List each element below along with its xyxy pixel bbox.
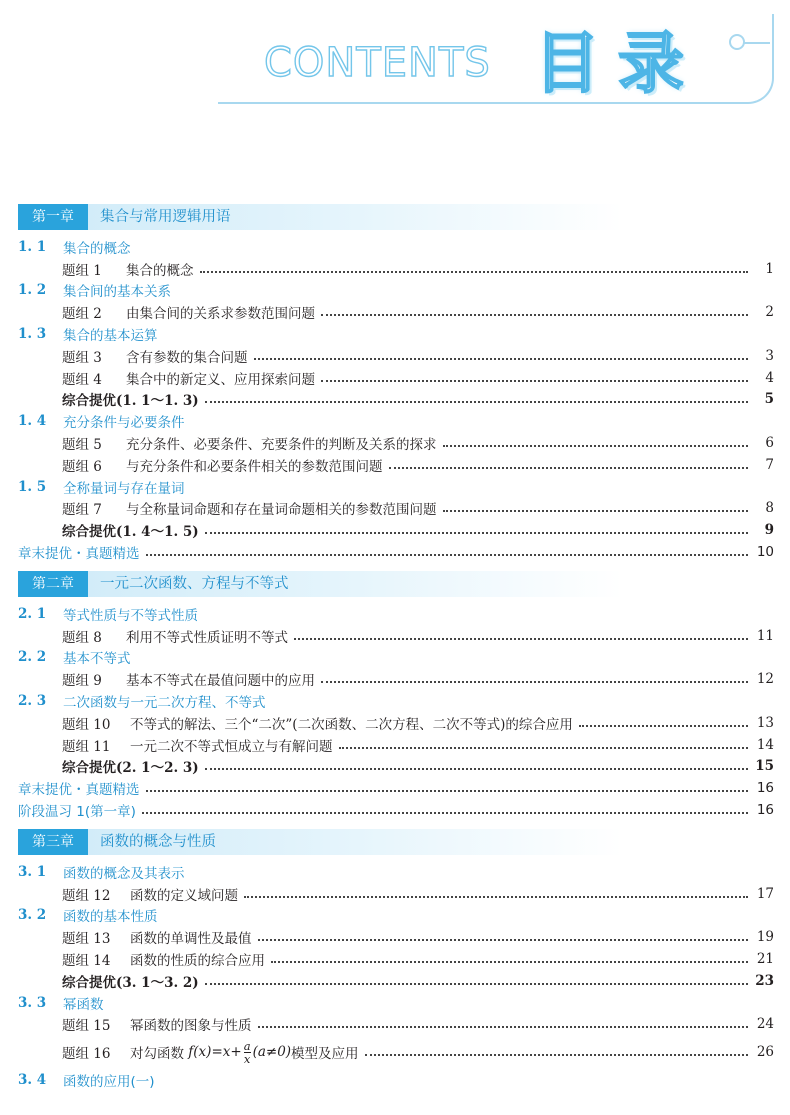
chapter-title: 一元二次函数、方程与不等式 xyxy=(100,575,289,592)
chapter-number: 第一章 xyxy=(18,204,88,230)
dot-leader xyxy=(146,790,749,792)
toc-entry[interactable]: 题组 6 与充分条件和必要条件相关的参数范围问题 7 xyxy=(62,456,774,475)
dot-leader xyxy=(294,638,748,640)
dot-leader xyxy=(146,554,749,556)
page-number: 2 xyxy=(765,304,774,321)
section-heading[interactable]: 3. 4 函数的应用(一) xyxy=(18,1072,155,1091)
toc-entry[interactable]: 题组 1 集合的概念 1 xyxy=(62,260,774,279)
dot-leader xyxy=(443,510,749,512)
section-heading[interactable]: 2. 3 二次函数与一元二次方程、不等式 xyxy=(18,693,266,712)
chapter-title: 集合与常用逻辑用语 xyxy=(100,209,231,225)
chapter-title: 函数的概念与性质 xyxy=(100,833,216,850)
toc-entry[interactable]: 题组 7 与全称量词命题和存在量词命题相关的参数范围问题 8 xyxy=(62,500,774,519)
toc-entry[interactable]: 题组 16 对勾函数 f(x) =x+ $\frac{a}{x}$ (a≠0) 模型及应用 26 xyxy=(62,1038,774,1066)
toc-entry[interactable]: 题组 4 集合中的新定义、应用探索问题 4 xyxy=(62,369,774,388)
comprehensive-entry[interactable]: 综合提优(1. 1～1. 3) 5 xyxy=(62,391,774,410)
dot-leader xyxy=(205,768,748,770)
table-of-contents xyxy=(18,204,774,1091)
section-heading[interactable]: 3. 3 幂函数 xyxy=(18,994,104,1013)
dot-leader xyxy=(321,681,748,683)
section-heading[interactable]: 2. 2 基本不等式 xyxy=(18,649,131,668)
page-number: 7 xyxy=(765,456,774,473)
page-number: 4 xyxy=(765,369,774,386)
toc-entry[interactable]: 题组 9 基本不等式在最值问题中的应用 12 xyxy=(62,671,774,690)
page-number: 9 xyxy=(764,522,774,539)
toc-entry[interactable]: 题组 2 由集合间的关系求参数范围问题 2 xyxy=(62,304,774,323)
dot-leader xyxy=(254,358,749,360)
chapter-2-banner[interactable] xyxy=(18,571,774,597)
page-number: 21 xyxy=(756,951,774,967)
page-number: 10 xyxy=(756,544,774,561)
comprehensive-entry[interactable]: 综合提优(2. 1～2. 3) 15 xyxy=(62,758,774,777)
section-heading[interactable]: 3. 1 函数的概念及其表示 xyxy=(18,863,185,882)
section-heading[interactable]: 1. 5 全称量词与存在量词 xyxy=(18,478,185,497)
dot-leader xyxy=(205,983,748,985)
page-number: 12 xyxy=(756,671,774,688)
chapter-3-banner[interactable] xyxy=(18,829,774,855)
header-circle-icon xyxy=(729,34,745,50)
dot-leader xyxy=(443,445,749,447)
section-heading[interactable]: 1. 1 集合的概念 xyxy=(18,238,131,257)
chapter-1-banner[interactable] xyxy=(18,204,774,230)
dot-leader xyxy=(321,314,748,316)
toc-entry[interactable]: 题组 14 函数的性质的综合应用 21 xyxy=(62,951,774,969)
page-number: 3 xyxy=(765,347,774,364)
page-number: 11 xyxy=(756,627,774,644)
chapter-number: 第三章 xyxy=(18,829,88,855)
dot-leader xyxy=(205,401,748,403)
toc-entry[interactable]: 题组 10 不等式的解法、三个“二次”(二次函数、二次方程、二次不等式)的综合应用 13 xyxy=(62,714,774,733)
page-number: 5 xyxy=(764,391,774,408)
toc-entry[interactable]: 题组 3 含有参数的集合问题 3 xyxy=(62,347,774,366)
toc-entry[interactable]: 题组 13 函数的单调性及最值 19 xyxy=(62,929,774,948)
page-number: 17 xyxy=(756,885,774,902)
page-number: 16 xyxy=(756,802,774,819)
page-number: 14 xyxy=(756,736,774,753)
formula-fraction: $\frac{a}{x}$ xyxy=(243,1038,251,1066)
page-number: 8 xyxy=(765,500,774,517)
section-heading[interactable]: 1. 3 集合的基本运算 xyxy=(18,326,158,345)
mulu-heading: 目录 xyxy=(534,25,702,102)
chapter-number: 第二章 xyxy=(18,571,88,597)
dot-leader xyxy=(365,1054,748,1056)
page-number: 15 xyxy=(755,758,774,775)
formula-eq: =x+ xyxy=(211,1044,242,1061)
section-heading[interactable]: 2. 1 等式性质与不等式性质 xyxy=(18,605,198,624)
dot-leader xyxy=(200,271,749,273)
dot-leader xyxy=(579,725,748,727)
dot-leader xyxy=(142,812,748,814)
toc-entry[interactable]: 题组 8 利用不等式性质证明不等式 11 xyxy=(62,627,774,646)
contents-heading: CONTENTS xyxy=(264,40,491,86)
stage-review-entry[interactable]: 阶段温习 1(第一章) 16 xyxy=(18,802,774,821)
dot-leader xyxy=(339,747,749,749)
formula-condition: (a≠0) xyxy=(252,1044,292,1061)
chapter-end-entry[interactable]: 章末提优・真题精选 10 xyxy=(18,544,774,563)
comprehensive-entry[interactable]: 综合提优(1. 4～1. 5) 9 xyxy=(62,522,774,541)
dot-leader xyxy=(258,1026,749,1028)
dot-leader xyxy=(389,467,749,469)
section-heading[interactable]: 1. 2 集合间的基本关系 xyxy=(18,282,171,301)
dot-leader xyxy=(244,896,748,898)
dot-leader xyxy=(205,532,748,534)
page-number: 24 xyxy=(756,1016,774,1033)
dot-leader xyxy=(321,380,748,382)
page-number: 6 xyxy=(765,435,774,452)
page-number: 13 xyxy=(756,714,774,731)
chapter-end-entry[interactable]: 章末提优・真题精选 16 xyxy=(18,780,774,799)
section-heading[interactable]: 1. 4 充分条件与必要条件 xyxy=(18,413,185,432)
page-number: 1 xyxy=(765,260,774,277)
dot-leader xyxy=(258,939,749,941)
section-heading[interactable]: 3. 2 函数的基本性质 xyxy=(18,907,158,926)
page-number: 19 xyxy=(756,929,774,946)
page-number: 16 xyxy=(756,780,774,797)
toc-entry[interactable]: 题组 12 函数的定义域问题 17 xyxy=(62,885,774,904)
formula-fx: f(x) xyxy=(188,1044,212,1061)
page-number: 26 xyxy=(756,1044,774,1061)
toc-entry[interactable]: 题组 5 充分条件、必要条件、充要条件的判断及关系的探求 6 xyxy=(62,435,774,454)
toc-entry[interactable]: 题组 15 幂函数的图象与性质 24 xyxy=(62,1016,774,1035)
dot-leader xyxy=(271,961,748,963)
toc-entry[interactable]: 题组 11 一元二次不等式恒成立与有解问题 14 xyxy=(62,736,774,755)
page-number: 23 xyxy=(755,972,774,989)
comprehensive-entry[interactable]: 综合提优(3. 1～3. 2) 23 xyxy=(62,972,774,991)
